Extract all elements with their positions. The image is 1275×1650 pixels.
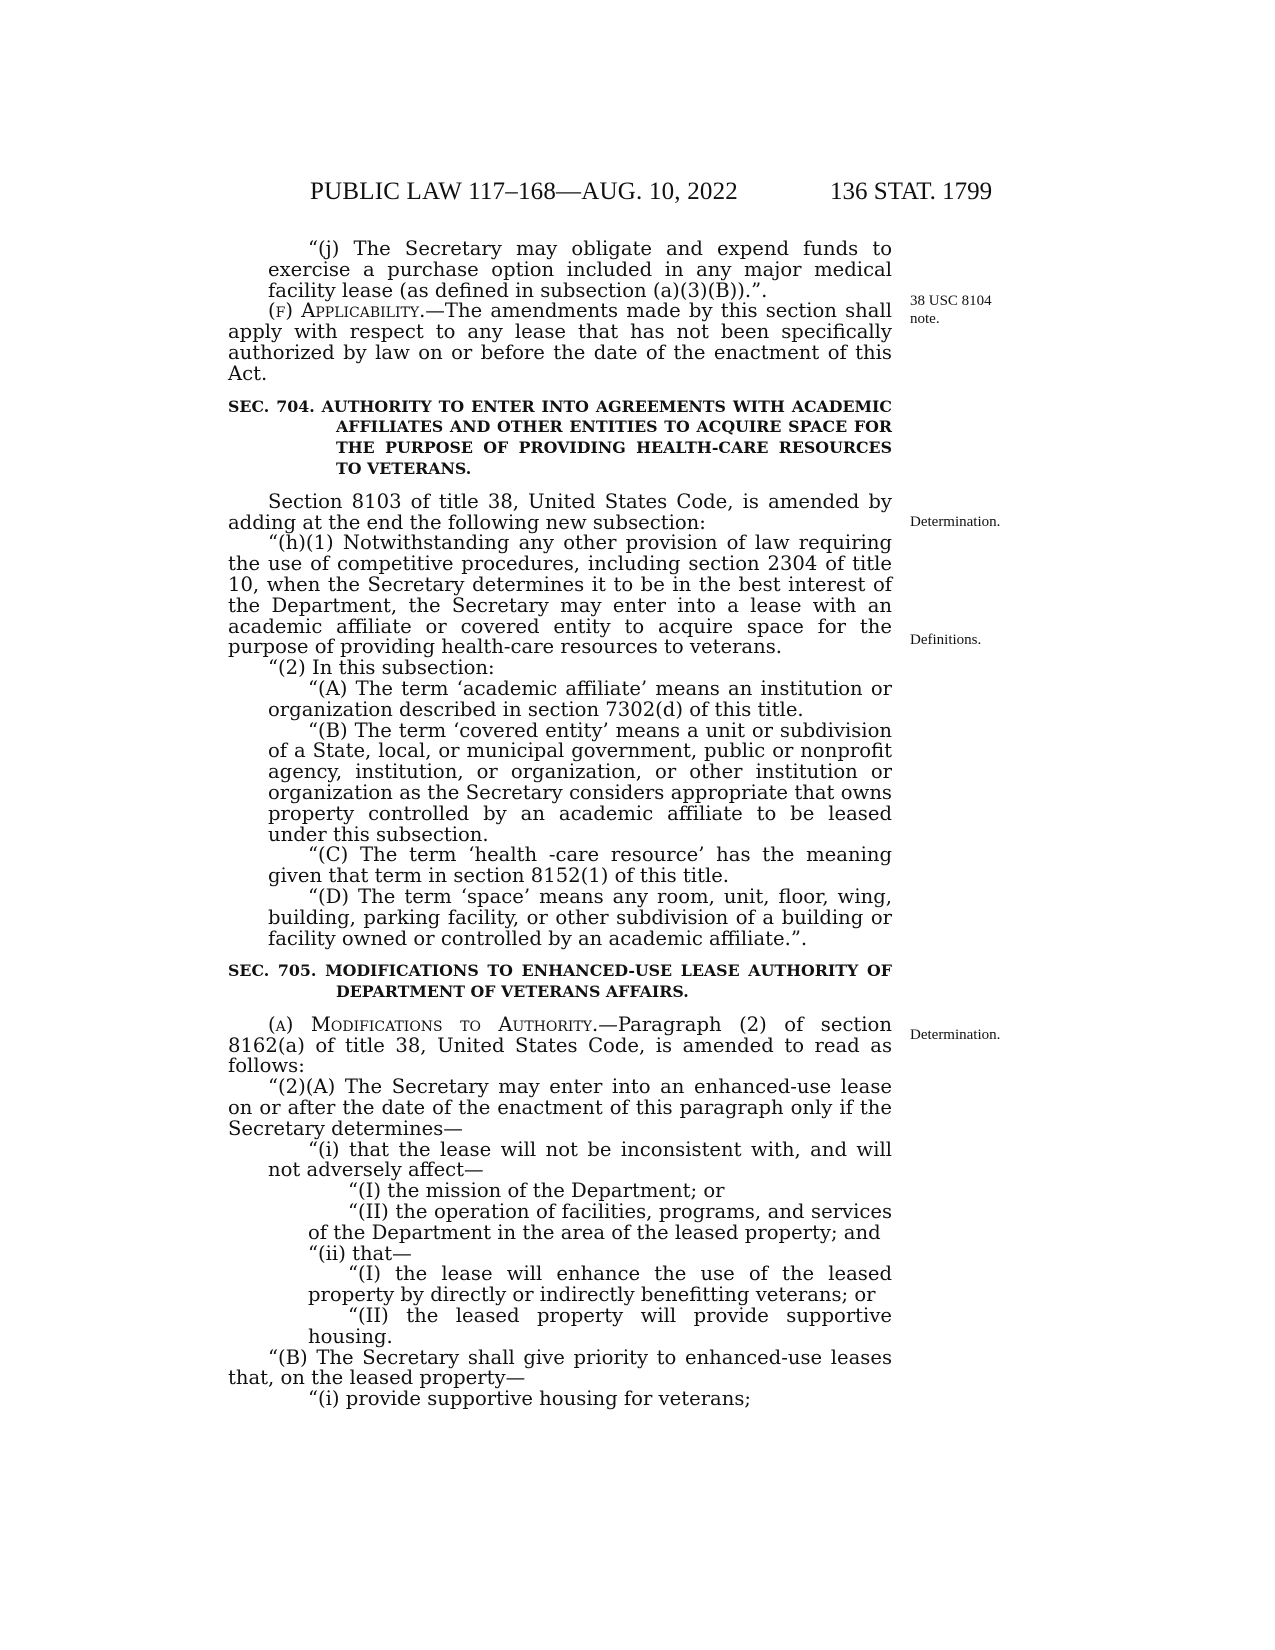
modifications-heading: (a) Modifications to Authority.: [268, 1012, 599, 1036]
paragraph-j: “(j) The Secretary may obligate and expend funds to exercise a purchase option included in any major medical facility lease (as defined in subsection (a)(3)(B)).”.: [268, 237, 892, 302]
running-header-title: PUBLIC LAW 117–168—AUG. 10, 2022: [310, 178, 739, 205]
margin-note-usc: [910, 292, 992, 328]
margin-note-definitions: Definitions.: [910, 632, 982, 648]
margin-note-usc-line1: 38 USC 8104: [910, 293, 992, 309]
paragraph-2a-i-II: “(II) the operation of facilities, programs, and services of the Department in the area of the leased property; and: [308, 1200, 892, 1244]
paragraph-2a-ii: “(ii) that—: [308, 1241, 412, 1265]
margin-note-usc-line2: note.: [910, 311, 940, 327]
page-number: 136 STAT. 1799: [830, 178, 993, 205]
applicability-text: —The amendments made by this section shall apply with respect to any lease that has not been specifically authorized by law on or before the date of the enactment of this Act.: [228, 299, 892, 385]
paragraph-2a-i-I: “(I) the mission of the Department; or: [348, 1179, 725, 1203]
paragraph-h1: “(h)(1) Notwithstanding any other provision of law requiring the use of competitive procedures, including section 2304 of title 10, when the Secretary determines it to be in the best interest of the Department, the Secretary may enter into a lease with an academic affiliate or covered entity to acquire space for the purpose of providing health-care resources to veterans.: [228, 531, 892, 659]
paragraph-2a-i: “(i) that the lease will not be inconsistent with, and will not adversely affect—: [268, 1137, 892, 1182]
paragraph-h2a: “(A) The term ‘academic affiliate’ means an institution or organization described in section 7302(d) of this title.: [268, 676, 892, 721]
body-text: [228, 239, 892, 1410]
paragraph-2a: “(2)(A) The Secretary may enter into an enhanced-use lease on or after the date of the enactment of this paragraph only if the Secretary determines—: [228, 1075, 892, 1140]
paragraph-2b-i: “(i) provide supportive housing for veterans;: [308, 1387, 752, 1411]
margin-note-determination-2: Determination.: [910, 1027, 1001, 1043]
paragraph-modifications: [228, 1012, 892, 1078]
paragraph-sec704-intro: Section 8103 of title 38, United States Code, is amended by adding at the end the following new subsection:: [228, 489, 892, 534]
applicability-heading: (f) Applicability.: [268, 299, 426, 323]
margin-note-determination-1: Determination.: [910, 514, 1001, 530]
paragraph-2a-ii-II: “(II) the leased property will provide supportive housing.: [308, 1304, 892, 1348]
paragraph-h2: “(2) In this subsection:: [268, 656, 495, 680]
paragraph-h2c: “(C) The term ‘health -care resource’ has the meaning given that term in section 8152(1) of this title.: [268, 843, 892, 888]
section-704-heading: SEC. 704. AUTHORITY TO ENTER INTO AGREEMENTS WITH ACADEMIC AFFILIATES AND OTHER ENTITIES TO ACQUIRE SPACE FOR THE PURPOSE OF PROVIDING HEALTH-CARE RESOURCES TO VETERANS.: [228, 396, 892, 478]
paragraph-2b: “(B) The Secretary shall give priority to enhanced-use leases that, on the leased property—: [228, 1345, 892, 1390]
paragraph-2a-ii-I: “(I) the lease will enhance the use of the leased property by directly or indirectly benefitting veterans; or: [308, 1262, 892, 1307]
paragraph-h2b: “(B) The term ‘covered entity’ means a unit or subdivision of a State, local, or municipal government, public or nonprofit agency, institution, or organization, or other institution or organization as the Secretary considers appropriate that owns property controlled by an academic affiliate to be leased under this subsection.: [268, 718, 892, 846]
paragraph-applicability: [228, 301, 892, 384]
paragraph-h2d: “(D) The term ‘space’ means any room, unit, floor, wing, building, parking facility, or other subdivision of a building or facility owned or controlled by an academic affiliate.”.: [268, 884, 892, 950]
modifications-text: —Paragraph (2) of section 8162(a) of title 38, United States Code, is amended to read as follows:: [228, 1012, 892, 1078]
section-705-heading: SEC. 705. MODIFICATIONS TO ENHANCED-USE LEASE AUTHORITY OF DEPARTMENT OF VETERANS AFFAIRS.: [228, 961, 892, 1002]
